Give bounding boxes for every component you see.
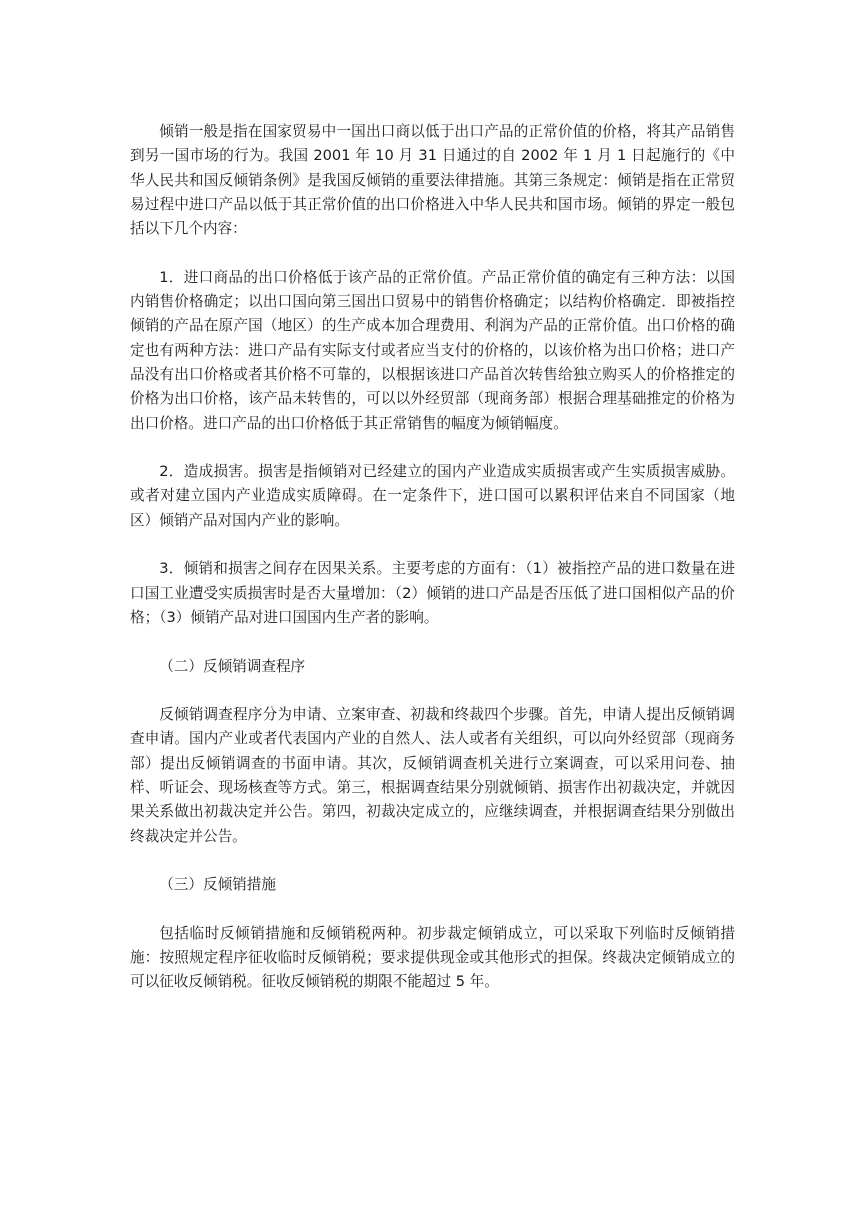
section-2-heading: （二）反倾销调查程序 bbox=[159, 657, 306, 675]
section-3-heading: （三）反倾销措施 bbox=[159, 876, 276, 894]
section-2-paragraph: 反倾销调查程序分为申请、立案审查、初裁和终裁四个步骤。首先，申请人提出反倾销调查申请。国内产业或者代表国内产业的自然人、法人或者有关组织，可以向外经贸部（现商务部）提出反倾销调查的书面申请。其次，反倾销调查机关进行立案调查，可以采用问卷、抽样、听证会、现场核查等方式。第三，根据调查结果分别就倾销、损害作出初裁决定，并就因果关系做出初裁决定并公告。第四，初裁决定成立的，应继续调查，并根据调查结果分别做出终裁决定并公告。 bbox=[130, 706, 735, 845]
point-3-paragraph: 3．倾销和损害之间存在因果关系。主要考虑的方面有：（1）被指控产品的进口数量在进口国工业遭受实质损害时是否大量增加：（2）倾销的进口产品是否压低了进口国相似产品的价格；（3）倾销产品对进口国国内生产者的影响。 bbox=[130, 560, 735, 626]
section-3-paragraph: 包括临时反倾销措施和反倾销税两种。初步裁定倾销成立，可以采取下列临时反倾销措施：按照规定程序征收临时反倾销税；要求提供现金或其他形式的担保。终裁决定倾销成立的可以征收反倾销税。征收反倾销税的期限不能超过 5 年。 bbox=[130, 924, 735, 991]
intro-paragraph: 倾销一般是指在国家贸易中一国出口商以低于出口产品的正常价值的价格，将其产品销售到另一国市场的行为。我国 2001 年 10 月 31 日通过的自 2002 年 1 月 1 日起施行的《中华人民共和国反倾销条例》是我国反倾销的重要法律措施。其第三条规定：倾销是指在正常贸易过程中进口产品以低于其正常价值的出口价格进入中华人民共和国市场。倾销的界定一般包括以下几个内容： bbox=[130, 123, 735, 238]
document-body bbox=[130, 120, 735, 1019]
point-1-paragraph: 1．进口商品的出口价格低于该产品的正常价值。产品正常价值的确定有三种方法：以国内销售价格确定；以出口国向第三国出口贸易中的销售价格确定；以结构价格确定．即被指控倾销的产品在原产国（地区）的生产成本加合理费用、利润为产品的正常价值。出口价格的确定也有两种方法：进口产品有实际支付或者应当支付的价格的，以该价格为出口价格；进口产品没有出口价格或者其价格不可靠的，以根据该进口产品首次转售给独立购买人的价格推定的价格为出口价格，该产品未转售的，可以以外经贸部（现商务部）根据合理基础推定的价格为出口价格。进口产品的出口价格低于其正常销售的幅度为倾销幅度。 bbox=[130, 268, 735, 432]
point-2-paragraph: 2．造成损害。损害是指倾销对已经建立的国内产业造成实质损害或产生实质损害威胁。或者对建立国内产业造成实质障碍。在一定条件下，进口国可以累积评估来自不同国家（地区）倾销产品对国内产业的影响。 bbox=[130, 463, 735, 529]
